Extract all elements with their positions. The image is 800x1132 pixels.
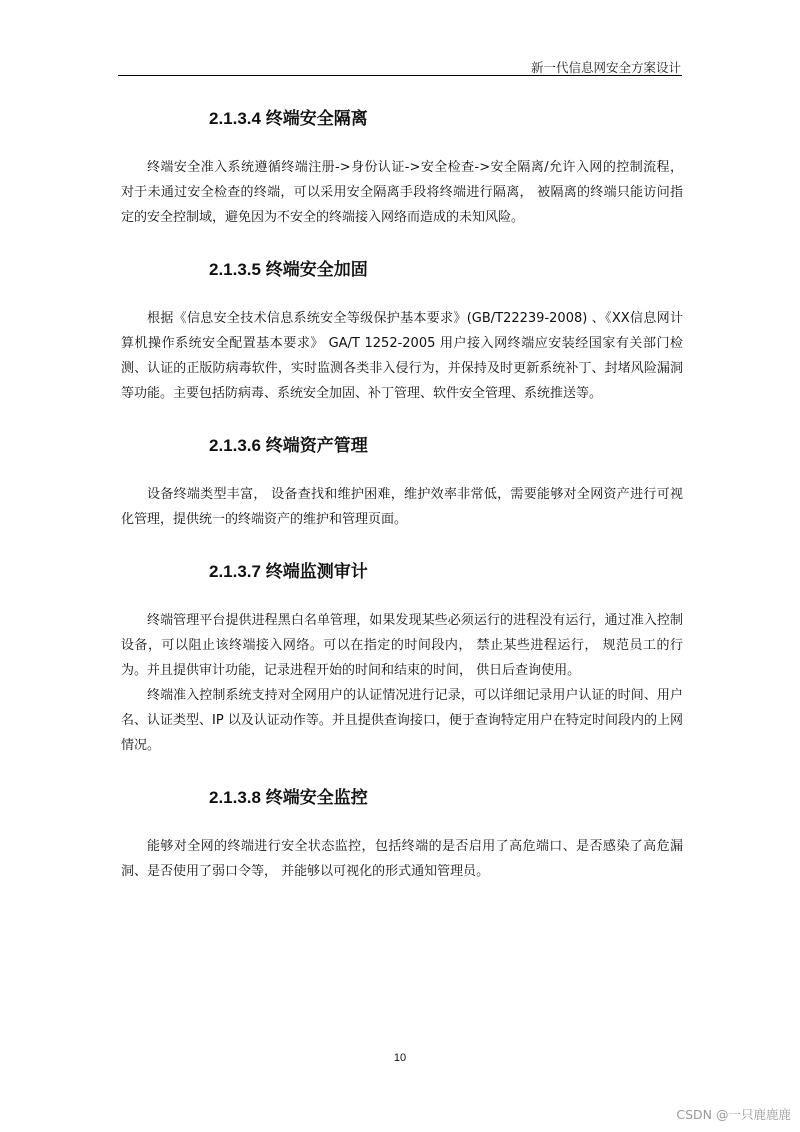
- paragraph: 终端安全准入系统遵循终端注册->身份认证->安全检查->安全隔离/允许入网的控制流程， 对于未通过安全检查的终端，可以采用安全隔离手段将终端进行隔离， 被隔离的终端只能访问指定的安全控制域，避免因为不安全的终端接入网络而造成的未知风险。: [121, 160, 683, 225]
- paragraph: 设备终端类型丰富， 设备查找和维护困难，维护效率非常低，需要能够对全网资产进行可视化管理，提供统一的终端资产的维护和管理页面。: [121, 487, 683, 527]
- paragraph: 终端管理平台提供进程黑白名单管理，如果发现某些必须运行的进程没有运行，通过准入控制设备，可以阻止该终端接入网络。可以在指定的时间段内， 禁止某些进程运行， 规范员工的行为。并且提供审计功能，记录进程开始的时间和结束的时间， 供日后查询使用。: [121, 613, 683, 678]
- section-2-1-3-8: [121, 787, 683, 884]
- section-2-1-3-6: [121, 435, 683, 532]
- section-heading: 2.1.3.8 终端安全监控: [209, 788, 368, 807]
- page-number: 10: [393, 1052, 407, 1064]
- section-2-1-3-4: [121, 108, 683, 230]
- paragraph: 根据《信息安全技术信息系统安全等级保护基本要求》(GB/T22239-2008) 、《XX信息网计算机操作系统安全配置基本要求》 GA/T 1252-2005 用户接入网终端应安装经国家有关部门检测、认证的正版防病毒软件，实时监测各类非入侵行为，并保持及时更新系统补丁、封堵风险漏洞等功能。主要包括防病毒、系统安全加固、补丁管理、软件安全管理、系统推送等。: [121, 311, 683, 401]
- section-2-1-3-5: [121, 259, 683, 406]
- section-heading: 2.1.3.7 终端监测审计: [209, 562, 368, 581]
- document-body: [121, 108, 683, 884]
- page-header-title: 新一代信息网安全方案设计: [530, 60, 681, 75]
- header-divider: [118, 75, 682, 76]
- section-2-1-3-7: [121, 561, 683, 758]
- section-heading: 2.1.3.5 终端安全加固: [209, 260, 368, 279]
- csdn-watermark: CSDN @一只鹿鹿鹿: [676, 1107, 791, 1122]
- section-heading: 2.1.3.6 终端资产管理: [209, 436, 368, 455]
- paragraph: 终端准入控制系统支持对全网用户的认证情况进行记录，可以详细记录用户认证的时间、用户名、认证类型、IP 以及认证动作等。并且提供查询接口，便于查询特定用户在特定时间段内的上网情况。: [121, 688, 683, 753]
- paragraph: 能够对全网的终端进行安全状态监控，包括终端的是否启用了高危端口、是否感染了高危漏洞、是否使用了弱口令等， 并能够以可视化的形式通知管理员。: [121, 839, 683, 879]
- section-heading: 2.1.3.4 终端安全隔离: [209, 109, 368, 128]
